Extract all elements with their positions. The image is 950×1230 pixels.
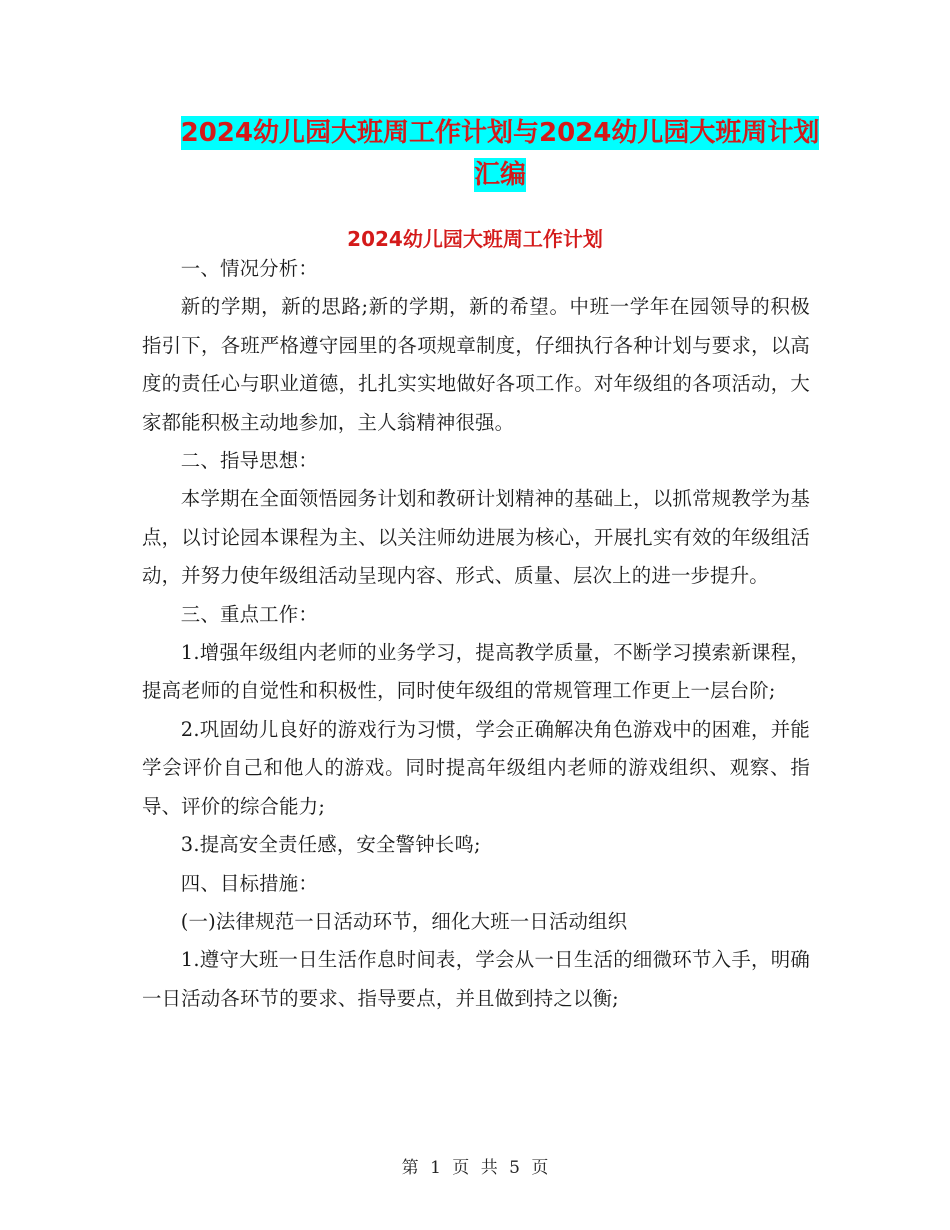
page-footer: 第 1 页 共 5 页 [401,1158,549,1178]
document-body [142,250,810,1018]
paragraph: 三、重点工作： [180,602,318,626]
paragraph: 本学期在全面领悟园务计划和教研计划精神的基础上，以抓常规教学为基点，以讨论园本课程为主、以关注师幼进展为核心，开展扎实有效的年级组活动，并努力使年级组活动呈现内容、形式、质量、层次上的进一步提升。 [142,487,810,588]
paragraph: 一、情况分析： [180,257,318,280]
document-title-line2: 汇编 [473,160,526,190]
paragraph: 3.提高安全责任感，安全警钟长鸣; [180,833,481,857]
document-title [140,112,860,196]
paragraph: 四、目标措施： [180,871,318,895]
paragraph: 1.增强年级组内老师的业务学习，提高教学质量，不断学习摸索新课程，提高老师的自觉性和积极性，同时使年级组的常规管理工作更上一层台阶; [142,641,810,703]
paragraph: 二、指导思想： [180,449,318,473]
section-title: 2024幼儿园大班周工作计划 [347,227,603,251]
document-title-line1: 2024幼儿园大班周工作计划与2024幼儿园大班周计划 [180,118,820,148]
paragraph: 1.遵守大班一日生活作息时间表，学会从一日生活的细微环节入手，明确一日活动各环节的要求、指导要点，并且做到持之以衡; [142,948,810,1010]
paragraph: (一)法律规范一日活动环节，细化大班一日活动组织 [180,909,628,933]
paragraph: 2.巩固幼儿良好的游戏行为习惯，学会正确解决角色游戏中的困难，并能学会评价自己和他人的游戏。同时提高年级组内老师的游戏组织、观察、指导、评价的综合能力; [142,717,810,818]
paragraph: 新的学期，新的思路;新的学期，新的希望。中班一学年在园领导的积极指引下，各班严格遵守园里的各项规章制度，仔细执行各种计划与要求，以高度的责任心与职业道德，扎扎实实地做好各项工作。对年级组的各项活动，大家都能积极主动地参加，主人翁精神很强。 [142,295,810,434]
